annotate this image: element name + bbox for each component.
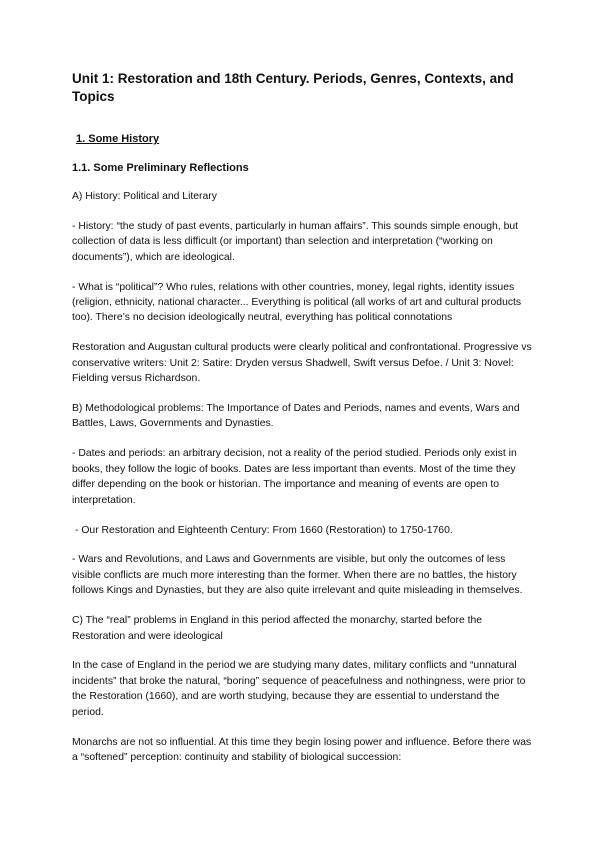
document-title: Unit 1: Restoration and 18th Century. Periods, Genres, Contexts, and Topics (72, 71, 514, 104)
subsection-heading: 1.1. Some Preliminary Reflections (72, 162, 249, 174)
paragraph-real-problems: C) The “real” problems in England in this period affected the monarchy, started before the Restoration and were ideological (72, 615, 483, 642)
paragraph-political: - What is “political”? Who rules, relations with other countries, money, legal rights, identity issues (religion, ethnicity, national character... Everything is political (all works of art and cultural products too). There’s no decision ideologically neutral, everything has political connotations (72, 281, 522, 324)
section-heading: 1. Some History (76, 133, 160, 145)
paragraph-england-case: In the case of England in the period we are studying many dates, military conflicts and “unnatural incidents” that broke the natural, “boring” sequence of peacefulness and nothingness, were prior to the Restoration (1660), and are worth studying, because they are essential to understand the period. (72, 660, 526, 718)
paragraph-restoration-augustan: Restoration and Augustan cultural products were clearly political and confrontational. Progressive vs conservative writers: Unit 2: Satire: Dryden versus Shadwell, Swift versus Defoe. / Unit 3: Novel: Fielding versus Richardson. (72, 342, 532, 385)
paragraph-wars-revolutions: - Wars and Revolutions, and Laws and Governments are visible, but only the outcomes of less visible conflicts are much more interesting than the former. When there are no battles, the history follows Kings and Dynasties, but they are also quite irrelevant and quite misleading in themselves. (72, 554, 523, 597)
paragraph-history-definition: - History: “the study of past events, particularly in human affairs”. This sounds simple enough, but collection of data is less difficult (or important) than selection and interpretation (“working on documents”), which are ideological. (72, 220, 519, 263)
paragraph-history-heading: A) History: Political and Literary (72, 191, 217, 202)
paragraph-monarchs: Monarchs are not so influential. At this time they begin losing power and influence. Before there was a “softened” perception: continuity and stability of biological succession: (72, 736, 532, 763)
paragraph-dates-periods: - Dates and periods: an arbitrary decision, not a reality of the period studied. Periods only exist in books, they follow the logic of books. Dates are less important than events. Most of the time they differ depending on the book or historian. The importance and meaning of events are open to interpretation. (72, 448, 517, 506)
paragraph-our-restoration: - Our Restoration and Eighteenth Century: From 1660 (Restoration) to 1750-1760. (75, 524, 453, 536)
document-page (72, 70, 532, 780)
paragraph-methodological-problems: B) Methodological problems: The Importance of Dates and Periods, names and events, Wars and Battles, Laws, Governments and Dynasties. (72, 403, 520, 430)
